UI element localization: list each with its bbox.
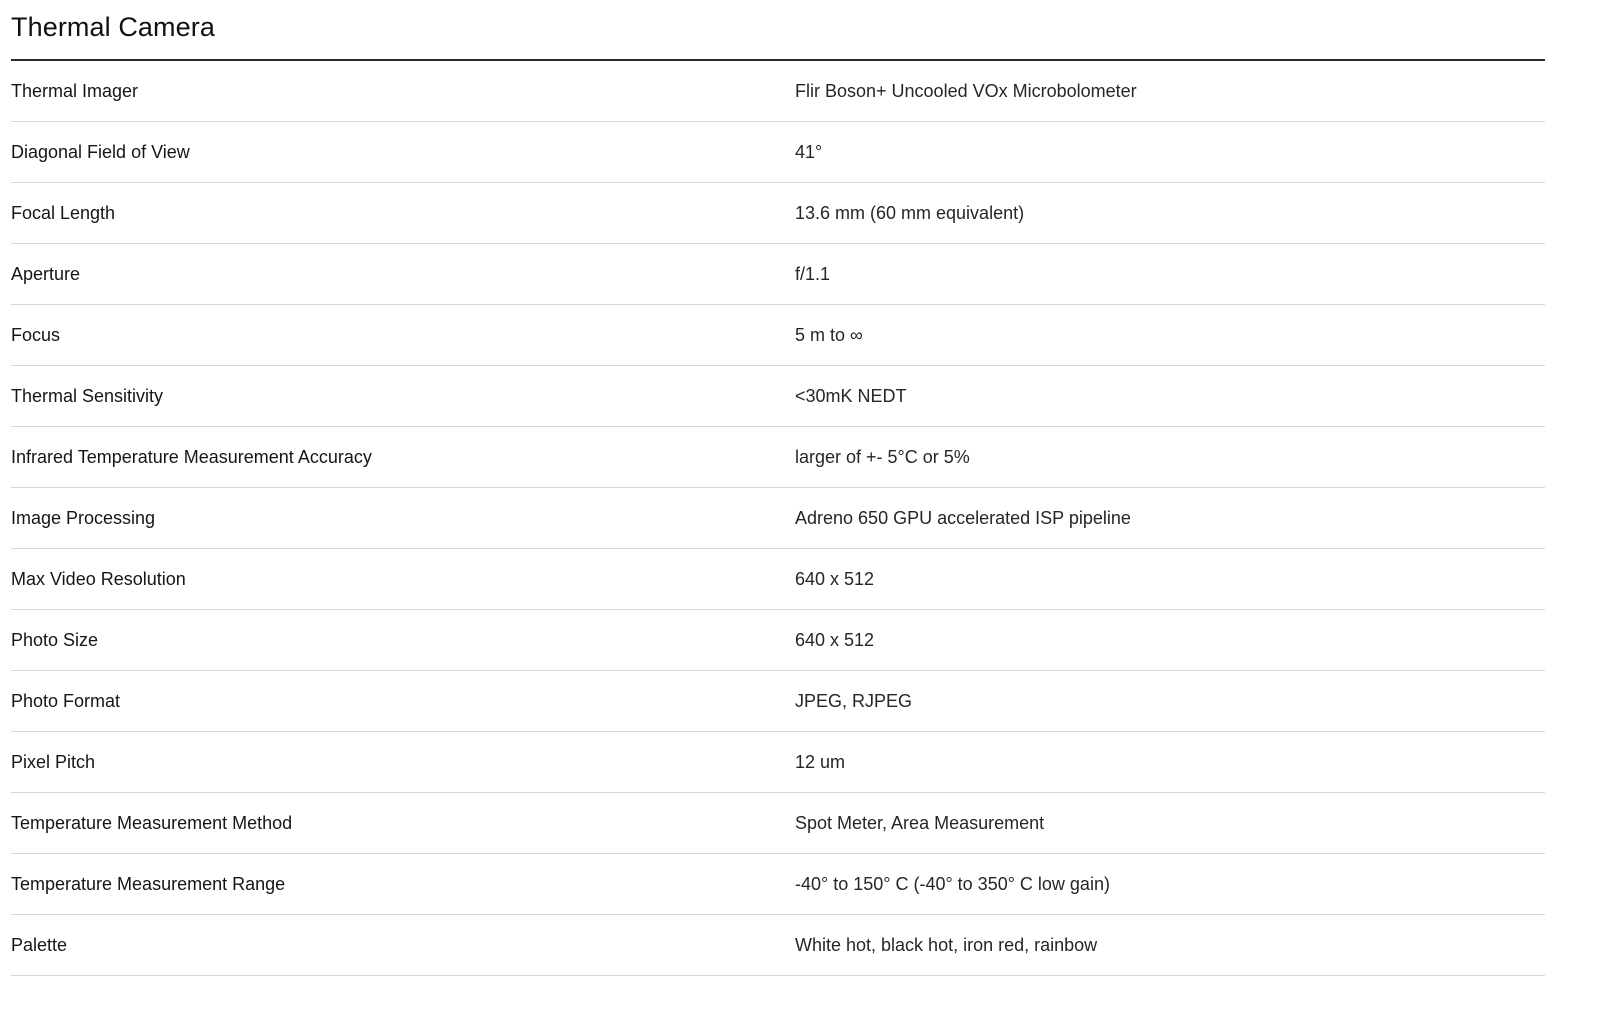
spec-row-aperture [11, 244, 1545, 305]
spec-row-focus [11, 305, 1545, 366]
spec-label: Image Processing [11, 488, 795, 549]
spec-value: larger of +- 5°C or 5% [795, 427, 1545, 488]
spec-value: <30mK NEDT [795, 366, 1545, 427]
spec-row-diagonal-fov [11, 122, 1545, 183]
spec-row-temp-range [11, 854, 1545, 915]
spec-row-photo-format [11, 671, 1545, 732]
spec-value: -40° to 150° C (-40° to 350° C low gain) [795, 854, 1545, 915]
spec-label: Thermal Sensitivity [11, 366, 795, 427]
section-title: Thermal Camera [11, 12, 215, 42]
spec-value: JPEG, RJPEG [795, 671, 1545, 732]
spec-label: Thermal Imager [11, 61, 795, 122]
spec-label: Photo Format [11, 671, 795, 732]
spec-value: Adreno 650 GPU accelerated ISP pipeline [795, 488, 1545, 549]
spec-row-temp-method [11, 793, 1545, 854]
spec-value: White hot, black hot, iron red, rainbow [795, 915, 1545, 976]
spec-value: Spot Meter, Area Measurement [795, 793, 1545, 854]
spec-row-pixel-pitch [11, 732, 1545, 793]
spec-value: 12 um [795, 732, 1545, 793]
spec-label: Temperature Measurement Range [11, 854, 795, 915]
spec-label: Diagonal Field of View [11, 122, 795, 183]
spec-value: f/1.1 [795, 244, 1545, 305]
spec-row-ir-accuracy [11, 427, 1545, 488]
spec-value: 13.6 mm (60 mm equivalent) [795, 183, 1545, 244]
spec-label: Infrared Temperature Measurement Accuracy [11, 427, 795, 488]
spec-row-thermal-sensitivity [11, 366, 1545, 427]
spec-label: Focus [11, 305, 795, 366]
spec-label: Max Video Resolution [11, 549, 795, 610]
spec-value: 640 x 512 [795, 610, 1545, 671]
spec-value: 5 m to ∞ [795, 305, 1545, 366]
spec-label: Palette [11, 915, 795, 976]
spec-label: Focal Length [11, 183, 795, 244]
spec-table [11, 61, 1545, 976]
spec-value: 640 x 512 [795, 549, 1545, 610]
spec-row-max-video-resolution [11, 549, 1545, 610]
spec-row-focal-length [11, 183, 1545, 244]
spec-value: Flir Boson+ Uncooled VOx Microbolometer [795, 61, 1545, 122]
spec-label: Temperature Measurement Method [11, 793, 795, 854]
spec-label: Pixel Pitch [11, 732, 795, 793]
spec-row-thermal-imager [11, 61, 1545, 122]
spec-row-photo-size [11, 610, 1545, 671]
spec-row-image-processing [11, 488, 1545, 549]
spec-label: Aperture [11, 244, 795, 305]
spec-label: Photo Size [11, 610, 795, 671]
spec-row-palette [11, 915, 1545, 976]
spec-value: 41° [795, 122, 1545, 183]
